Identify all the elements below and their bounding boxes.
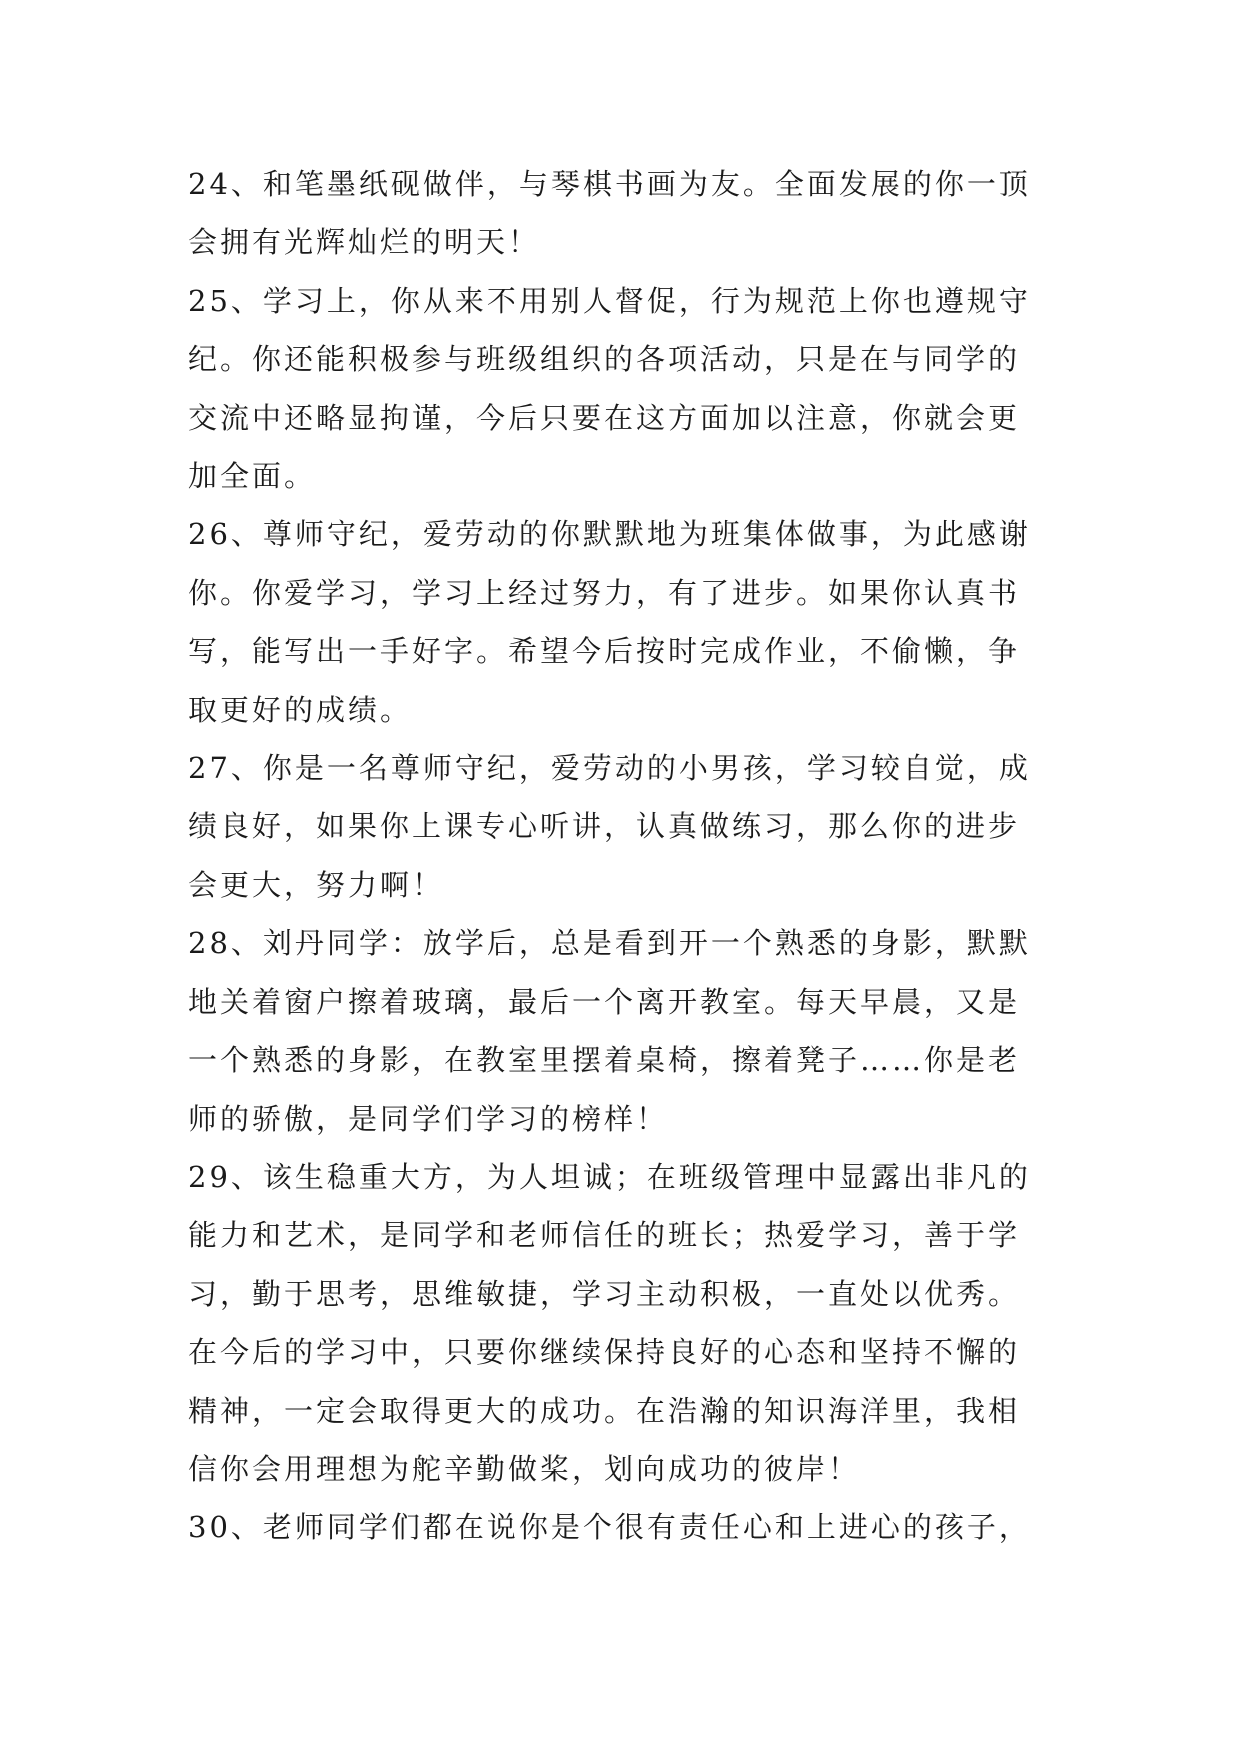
text-line: 28、刘丹同学：放学后，总是看到开一个熟悉的身影，默默 [188,926,1031,961]
text-line: 能力和艺术，是同学和老师信任的班长；热爱学习，善于学 [188,1218,1021,1253]
text-line: 27、你是一名尊师守纪，爱劳动的小男孩，学习较自觉，成 [188,751,1031,786]
document-body [188,155,1068,1557]
comment-paragraph-24 [188,155,1068,272]
text-line: 地关着窗户擦着玻璃，最后一个离开教室。每天早晨，又是 [188,984,1021,1019]
text-line: 24、和笔墨纸砚做伴，与琴棋书画为友。全面发展的你一顶 [188,167,1031,201]
comment-paragraph-27 [188,739,1068,914]
text-line: 取更好的成绩。 [188,692,413,727]
text-line: 写，能写出一手好字。希望今后按时完成作业，不偷懒，争 [188,634,1021,669]
text-line: 交流中还略显拘谨，今后只要在这方面加以注意，你就会更 [188,400,1021,435]
text-line: 在今后的学习中，只要你继续保持良好的心态和坚持不懈的 [188,1335,1021,1370]
text-line: 精神，一定会取得更大的成功。在浩瀚的知识海洋里，我相 [188,1393,1021,1428]
text-line: 26、尊师守纪，爱劳动的你默默地为班集体做事，为此感谢 [188,517,1031,552]
comment-paragraph-30 [188,1498,1068,1556]
text-line: 纪。你还能积极参与班级组织的各项活动，只是在与同学的 [188,342,1021,377]
text-line: 会更大，努力啊！ [188,867,445,902]
text-line: 加全面。 [188,459,317,494]
text-line: 25、学习上，你从来不用别人督促，行为规范上你也遵规守 [188,283,1031,318]
text-line: 师的骄傲，是同学们学习的榜样！ [188,1101,669,1136]
text-line: 习，勤于思考，思维敏捷，学习主动积极，一直处以优秀。 [188,1276,1021,1311]
text-line: 一个熟悉的身影，在教室里摆着桌椅，擦着凳子……你是老 [188,1043,1021,1078]
text-line: 30、老师同学们都在说你是个很有责任心和上进心的孩子， [188,1510,1031,1545]
text-line: 绩良好，如果你上课专心听讲，认真做练习，那么你的进步 [188,809,1021,844]
comment-paragraph-29 [188,1148,1068,1498]
text-line: 会拥有光辉灿烂的明天！ [188,225,541,260]
comment-paragraph-26 [188,505,1068,739]
text-line: 你。你爱学习，学习上经过努力，有了进步。如果你认真书 [188,575,1021,610]
text-line: 信你会用理想为舵辛勤做桨，划向成功的彼岸！ [188,1451,861,1486]
comment-paragraph-25 [188,272,1068,506]
comment-paragraph-28 [188,914,1068,1148]
text-line: 29、该生稳重大方，为人坦诚；在班级管理中显露出非凡的 [188,1159,1031,1194]
